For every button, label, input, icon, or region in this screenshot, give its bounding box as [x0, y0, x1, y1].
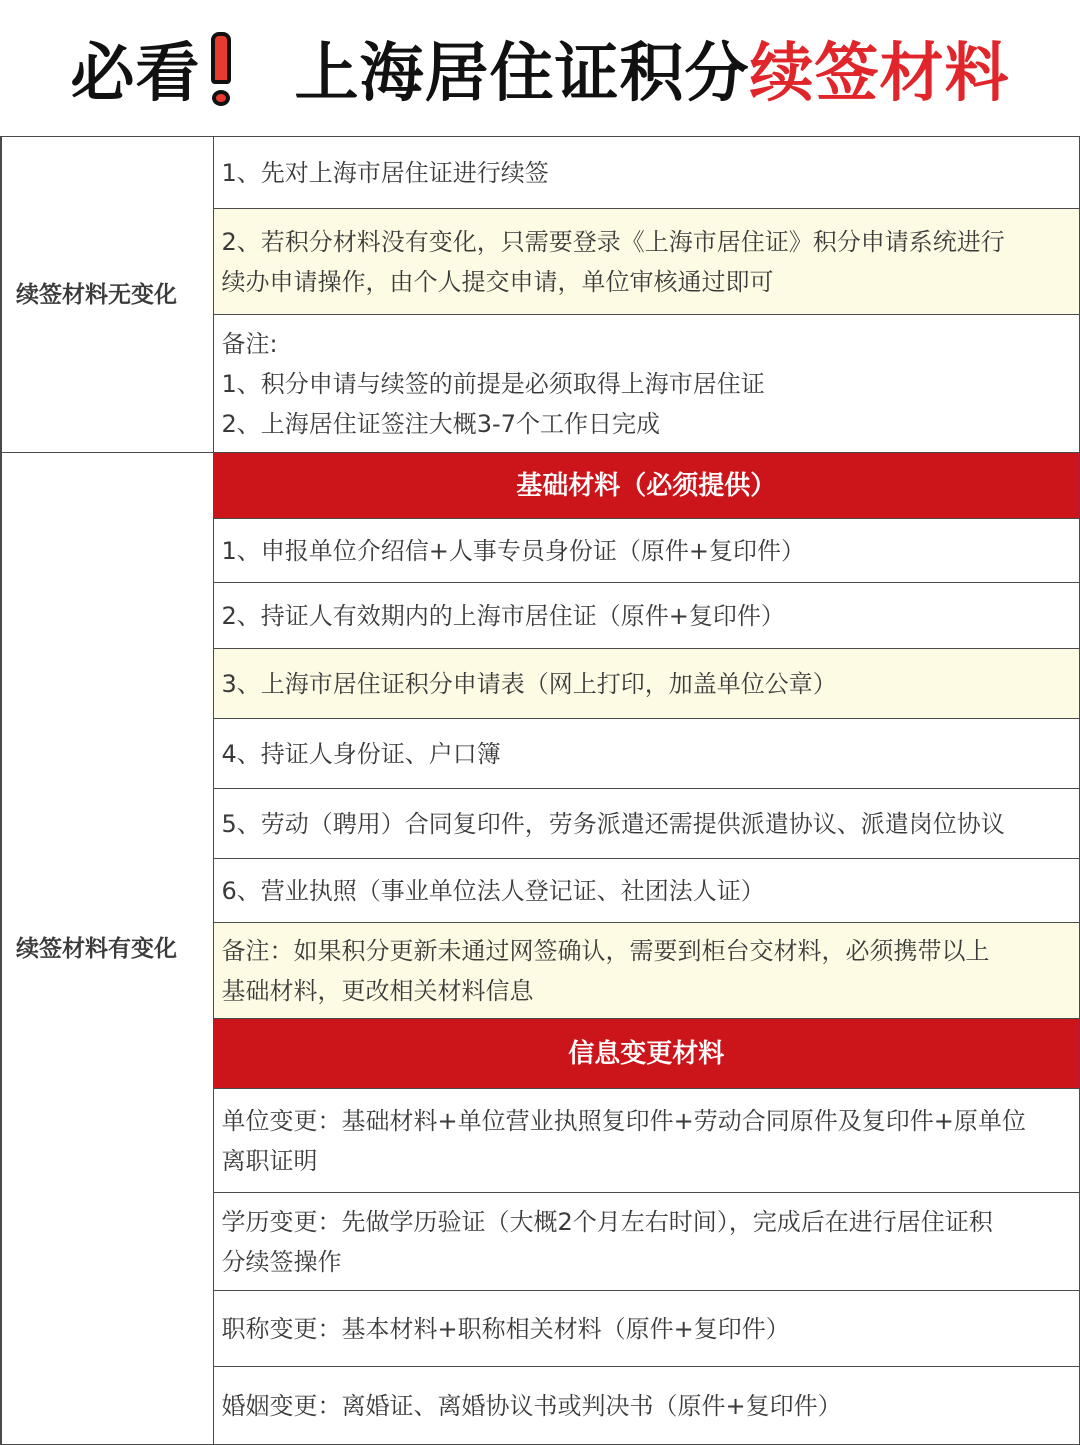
title-main: 上海居住证积分 — [294, 37, 750, 111]
table-cell: 1、申报单位介绍信+人事专员身份证（原件+复印件） — [213, 519, 1080, 583]
table-cell: 2、持证人有效期内的上海市居住证（原件+复印件） — [213, 583, 1080, 649]
cell-line: 2、上海居住证签注大概3-7个工作日完成 — [221, 409, 660, 438]
table-cell: 婚姻变更：离婚证、离婚协议书或判决书（原件+复印件） — [213, 1367, 1080, 1445]
note-title: 备注: — [221, 329, 278, 358]
cell-line: 1、积分申请与续签的前提是必须取得上海市居住证 — [221, 369, 765, 398]
cell-line: 单位变更：基础材料+单位营业执照复印件+劳动合同原件及复印件+原单位 — [221, 1106, 1026, 1135]
table-cell: 4、持证人身份证、户口簿 — [213, 719, 1080, 789]
basic-materials-header: 基础材料（必须提供） — [213, 453, 1080, 519]
note-cell — [213, 315, 1080, 453]
table-cell: 6、营业执照（事业单位法人登记证、社团法人证） — [213, 859, 1080, 923]
table-cell — [213, 209, 1080, 315]
table-row — [1, 453, 1080, 519]
cell-line: 续办申请操作，由个人提交申请，单位审核通过即可 — [221, 267, 774, 296]
cell-line: 离职证明 — [221, 1146, 318, 1175]
section-label-changed: 续签材料有变化 — [1, 453, 213, 1445]
title-accent: 续签材料 — [749, 37, 1010, 111]
cell-line: 备注：如果积分更新未通过网签确认，需要到柜台交材料，必须携带以上 — [221, 936, 990, 965]
table-cell — [213, 1089, 1080, 1193]
page-title — [0, 0, 1080, 136]
exclamation-icon — [209, 32, 233, 104]
info-change-header: 信息变更材料 — [213, 1019, 1080, 1089]
section-label-no-change: 续签材料无变化 — [1, 137, 213, 453]
table-cell: 职称变更：基本材料+职称相关材料（原件+复印件） — [213, 1291, 1080, 1367]
table-cell — [213, 1193, 1080, 1291]
table-row — [1, 137, 1080, 209]
cell-line: 学历变更：先做学历验证（大概2个月左右时间），完成后在进行居住证积 — [221, 1207, 993, 1236]
table-cell: 1、先对上海市居住证进行续签 — [213, 137, 1080, 209]
cell-line: 2、若积分材料没有变化，只需要登录《上海市居住证》积分申请系统进行 — [221, 227, 1005, 256]
note-cell — [213, 923, 1080, 1019]
table-cell: 3、上海市居住证积分申请表（网上打印，加盖单位公章） — [213, 649, 1080, 719]
materials-table — [0, 136, 1080, 1445]
title-prefix: 必看 — [70, 37, 201, 111]
table-cell: 5、劳动（聘用）合同复印件，劳务派遣还需提供派遣协议、派遣岗位协议 — [213, 789, 1080, 859]
cell-line: 分续签操作 — [221, 1247, 342, 1276]
cell-line: 基础材料，更改相关材料信息 — [221, 976, 534, 1005]
